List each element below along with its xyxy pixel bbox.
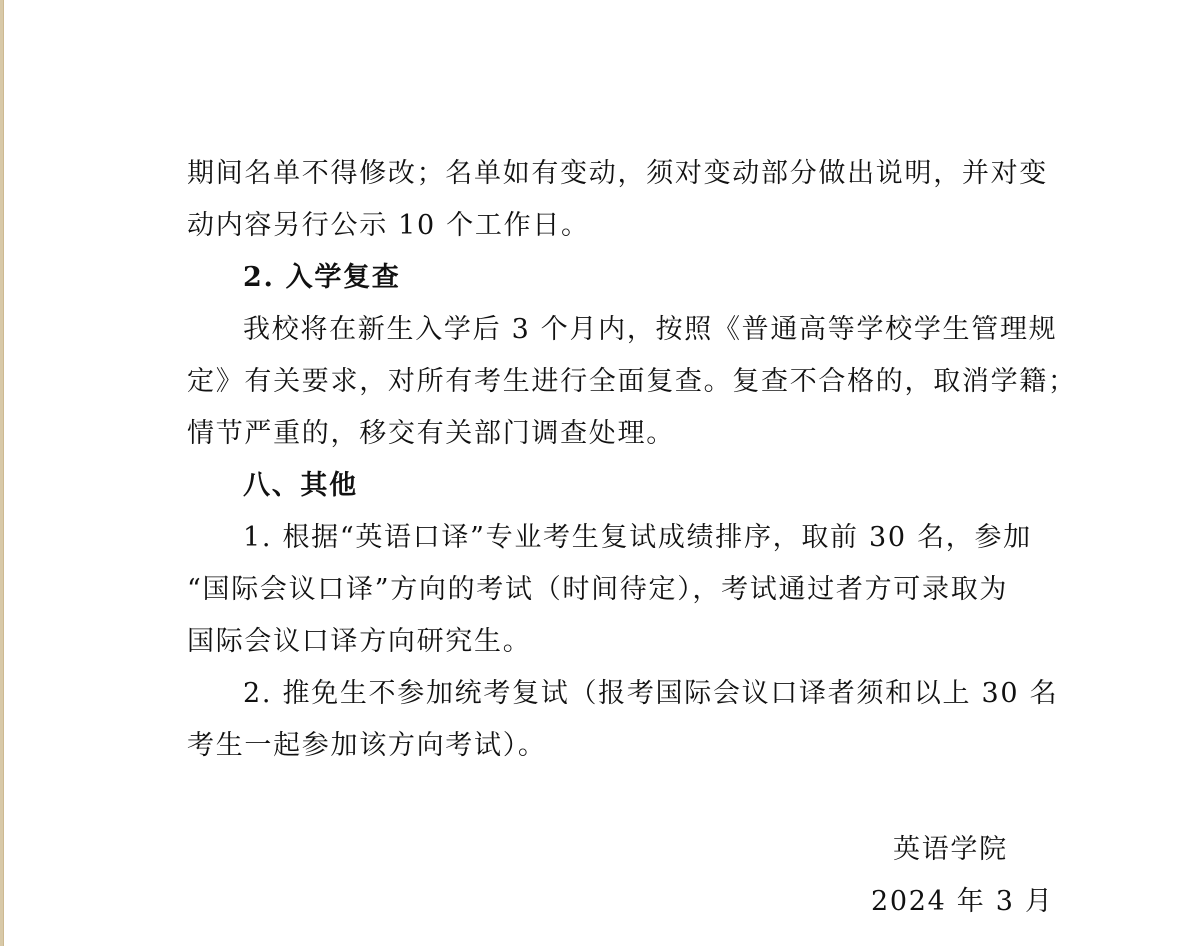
signature-unit: 英语学院 [893, 834, 1008, 865]
text-line: 我校将在新生入学后 3 个月内，按照《普通高等学校学生管理规 [243, 314, 1058, 345]
text-line: 1. 根据“英语口译”专业考生复试成绩排序，取前 30 名，参加 [243, 522, 1032, 553]
signature-date: 2024 年 3 月 [871, 886, 1054, 917]
section-heading: 八、其他 [243, 470, 358, 501]
text-line: 考生一起参加该方向考试）。 [187, 730, 547, 761]
text-line: 国际会议口译方向研究生。 [187, 626, 532, 657]
text-line: 2. 推免生不参加统考复试（报考国际会议口译者须和以上 30 名 [243, 678, 1059, 709]
text-line: 期间名单不得修改；名单如有变动，须对变动部分做出说明，并对变 [187, 158, 1048, 189]
text-line: “国际会议口译”方向的考试（时间待定），考试通过者方可录取为 [187, 574, 1009, 605]
text-line: 情节严重的，移交有关部门调查处理。 [187, 418, 675, 449]
text-line: 定》有关要求，对所有考生进行全面复查。复查不合格的，取消学籍； [187, 366, 1077, 397]
document-page [3, 0, 1193, 946]
text-line: 动内容另行公示 10 个工作日。 [187, 210, 590, 241]
section-heading: 2. 入学复查 [243, 262, 401, 293]
